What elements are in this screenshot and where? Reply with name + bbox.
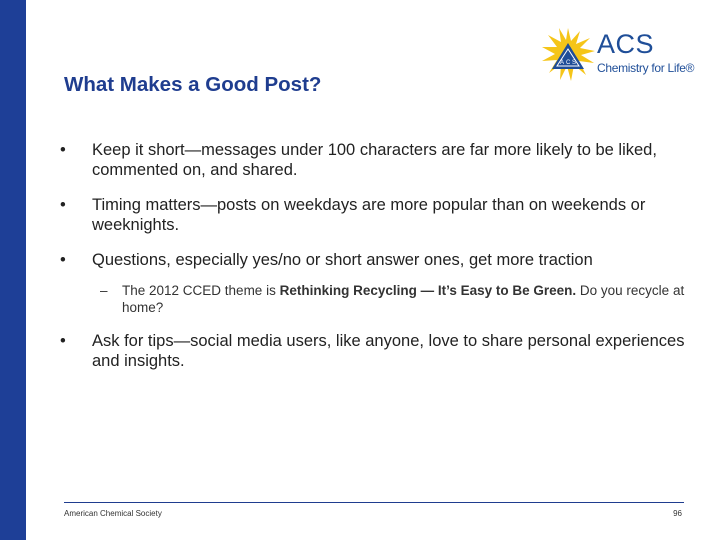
bullet-marker: • xyxy=(60,141,66,159)
left-accent-bar xyxy=(0,0,26,540)
footer-divider xyxy=(64,502,684,503)
bullet-marker: • xyxy=(60,332,66,350)
seal-letter-c: C xyxy=(566,60,571,66)
sub-bullet-suffix: Do you recycle at home? xyxy=(122,283,685,315)
seal-letter-s: S xyxy=(572,60,577,66)
footer-organization: American Chemical Society xyxy=(64,509,162,518)
sub-bullet-marker: – xyxy=(100,283,108,298)
bullet-item xyxy=(60,250,700,270)
bullet-item xyxy=(60,195,700,235)
bullet-text: Ask for tips—social media users, like anyone, love to share personal experiences and insights. xyxy=(92,332,685,370)
logo-tagline: Chemistry for Life® xyxy=(597,61,695,75)
bullet-marker: • xyxy=(60,196,66,214)
sub-bullet-theme: Rethinking Recycling — It’s Easy to Be Green. xyxy=(279,283,577,298)
acs-seal-icon xyxy=(540,27,596,83)
bullet-text: Keep it short—messages under 100 characters are far more likely to be liked, commented on, and shared. xyxy=(92,141,657,179)
bullet-text: Timing matters—posts on weekdays are more popular than on weekends or weeknights. xyxy=(92,196,646,234)
page-number: 96 xyxy=(673,509,682,518)
bullet-text: Questions, especially yes/no or short answer ones, get more traction xyxy=(92,251,593,269)
bullet-list xyxy=(60,140,700,371)
bullet-marker: • xyxy=(60,251,66,269)
sub-bullet-prefix: The 2012 CCED theme is xyxy=(122,283,280,298)
logo-wordmark: ACS xyxy=(597,29,655,59)
acs-logo xyxy=(540,27,695,87)
bullet-item xyxy=(60,140,700,180)
slide-title: What Makes a Good Post? xyxy=(64,73,322,96)
bullet-item xyxy=(60,331,700,371)
sub-bullet-item xyxy=(60,282,700,316)
seal-letter-a: A xyxy=(560,60,565,66)
